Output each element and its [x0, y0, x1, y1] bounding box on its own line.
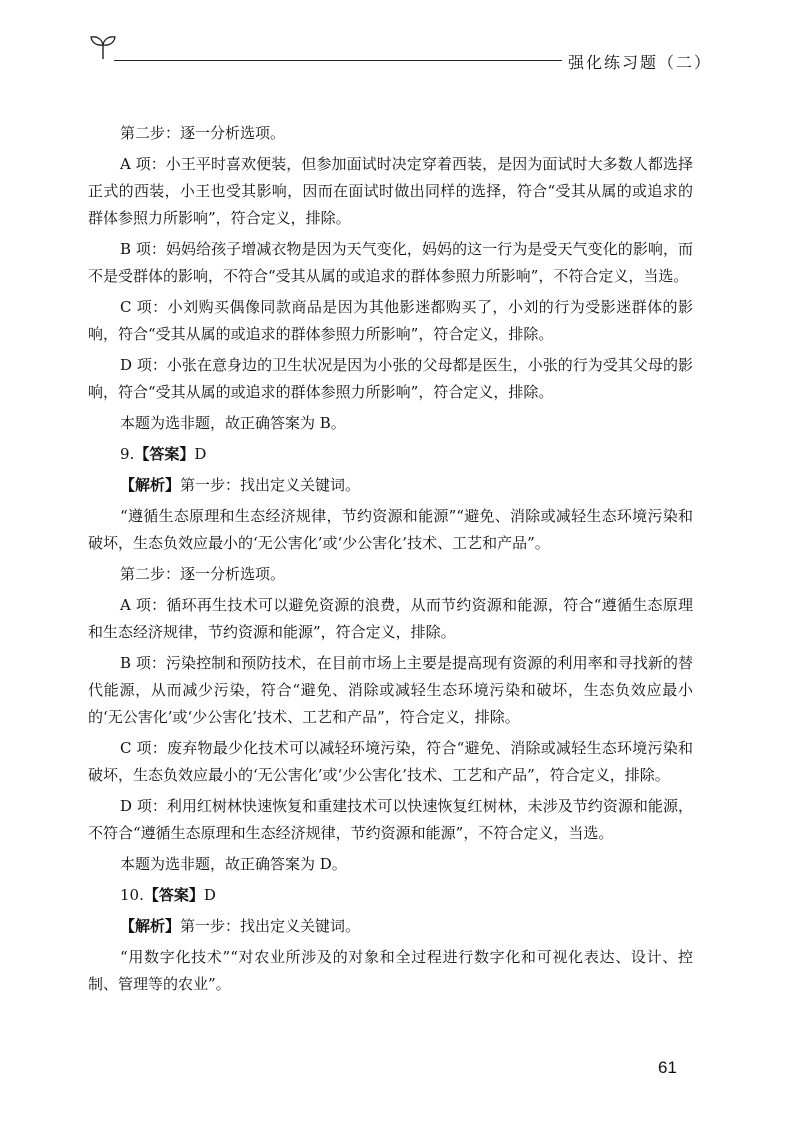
paragraph-text: 本题为选非题，故正确答案为 D。 — [120, 855, 347, 873]
section-tag: 【答案】 — [143, 886, 204, 904]
paragraph-text: 第一步：找出定义关键词。 — [180, 476, 361, 494]
paragraph-text: “用数字化技术”“对农业所涉及的对象和全过程进行数字化和可视化表达、设计、控制、管理等的农业”。 — [88, 948, 693, 993]
section-tag: 【解析】 — [120, 917, 181, 935]
paragraph — [88, 236, 693, 290]
paragraph — [88, 151, 693, 232]
paragraph-text: 第二步：逐一分析选项。 — [120, 124, 286, 142]
paragraph-text: B 项：污染控制和预防技术，在目前市场上主要是提高现有资源的利用率和寻找新的替代能源，从而减少污染，符合“避免、消除或减轻生态环境污染和破坏，生态负效应最小的‘无公害化’或‘少公害化’技术、工艺和产品”，符合定义，排除。 — [88, 654, 693, 726]
answer-line — [88, 441, 693, 468]
paragraph — [88, 650, 693, 731]
paragraph-text: D — [194, 445, 207, 463]
paragraph-text: D 项：小张在意身边的卫生状况是因为小张的父母都是医生，小张的行为受其父母的影响，符合“受其从属的或追求的群体参照力所影响”，符合定义，排除。 — [88, 356, 693, 401]
paragraph — [88, 561, 693, 588]
section-tag: 【答案】 — [134, 445, 195, 463]
paragraph-text: 本题为选非题，故正确答案为 B。 — [120, 414, 346, 432]
header-rule — [114, 60, 562, 61]
page-number: 61 — [658, 1058, 677, 1077]
paragraph-text: C 项：小刘购买偶像同款商品是因为其他影迷都购买了，小刘的行为受影迷群体的影响，符合“受其从属的或追求的群体参照力所影响”，符合定义，排除。 — [88, 298, 693, 343]
paragraph-text: 第一步：找出定义关键词。 — [180, 917, 361, 935]
paragraph — [88, 913, 693, 940]
section-tag: 【解析】 — [120, 476, 181, 494]
paragraph — [88, 352, 693, 406]
paragraph — [88, 793, 693, 847]
question-number: 10. — [120, 886, 144, 904]
paragraph — [88, 944, 693, 998]
paragraph — [88, 120, 693, 147]
sprout-icon — [88, 34, 118, 60]
paragraph — [88, 851, 693, 878]
paragraph — [88, 592, 693, 646]
paragraph — [88, 410, 693, 437]
paragraph-text: C 项：废弃物最少化技术可以减轻环境污染，符合“避免、消除或减轻生态环境污染和破坏，生态负效应最小的‘无公害化’或‘少公害化’技术、工艺和产品”，符合定义，排除。 — [88, 739, 693, 784]
paragraph-text: D 项：利用红树林快速恢复和重建技术可以快速恢复红树林，未涉及节约资源和能源，不符合“遵循生态原理和生态经济规律，节约资源和能源”，不符合定义，当选。 — [88, 797, 693, 842]
paragraph — [88, 735, 693, 789]
paragraph-text: 第二步：逐一分析选项。 — [120, 565, 286, 583]
paragraph-text: B 项：妈妈给孩子增减衣物是因为天气变化，妈妈的这一行为是受天气变化的影响，而不是受群体的影响，不符合“受其从属的或追求的群体参照力所影响”，不符合定义，当选。 — [88, 240, 693, 285]
document-body — [88, 120, 693, 1002]
header-title: 强化练习题（二） — [568, 53, 713, 72]
paragraph-text: A 项：循环再生技术可以避免资源的浪费，从而节约资源和能源，符合“遵循生态原理和生态经济规律，节约资源和能源”，符合定义，排除。 — [88, 596, 693, 641]
paragraph — [88, 294, 693, 348]
paragraph — [88, 472, 693, 499]
question-number: 9. — [120, 445, 135, 463]
paragraph-text: “遵循生态原理和生态经济规律，节约资源和能源”“避免、消除或减轻生态环境污染和破坏，生态负效应最小的‘无公害化’或‘少公害化’技术、工艺和产品”。 — [88, 507, 693, 552]
paragraph — [88, 503, 693, 557]
answer-line — [88, 882, 693, 909]
paragraph-text: A 项：小王平时喜欢便装，但参加面试时决定穿着西装，是因为面试时大多数人都选择正式的西装，小王也受其影响，因而在面试时做出同样的选择，符合“受其从属的或追求的群体参照力所影响”，符合定义，排除。 — [88, 155, 693, 227]
paragraph-text: D — [203, 886, 216, 904]
